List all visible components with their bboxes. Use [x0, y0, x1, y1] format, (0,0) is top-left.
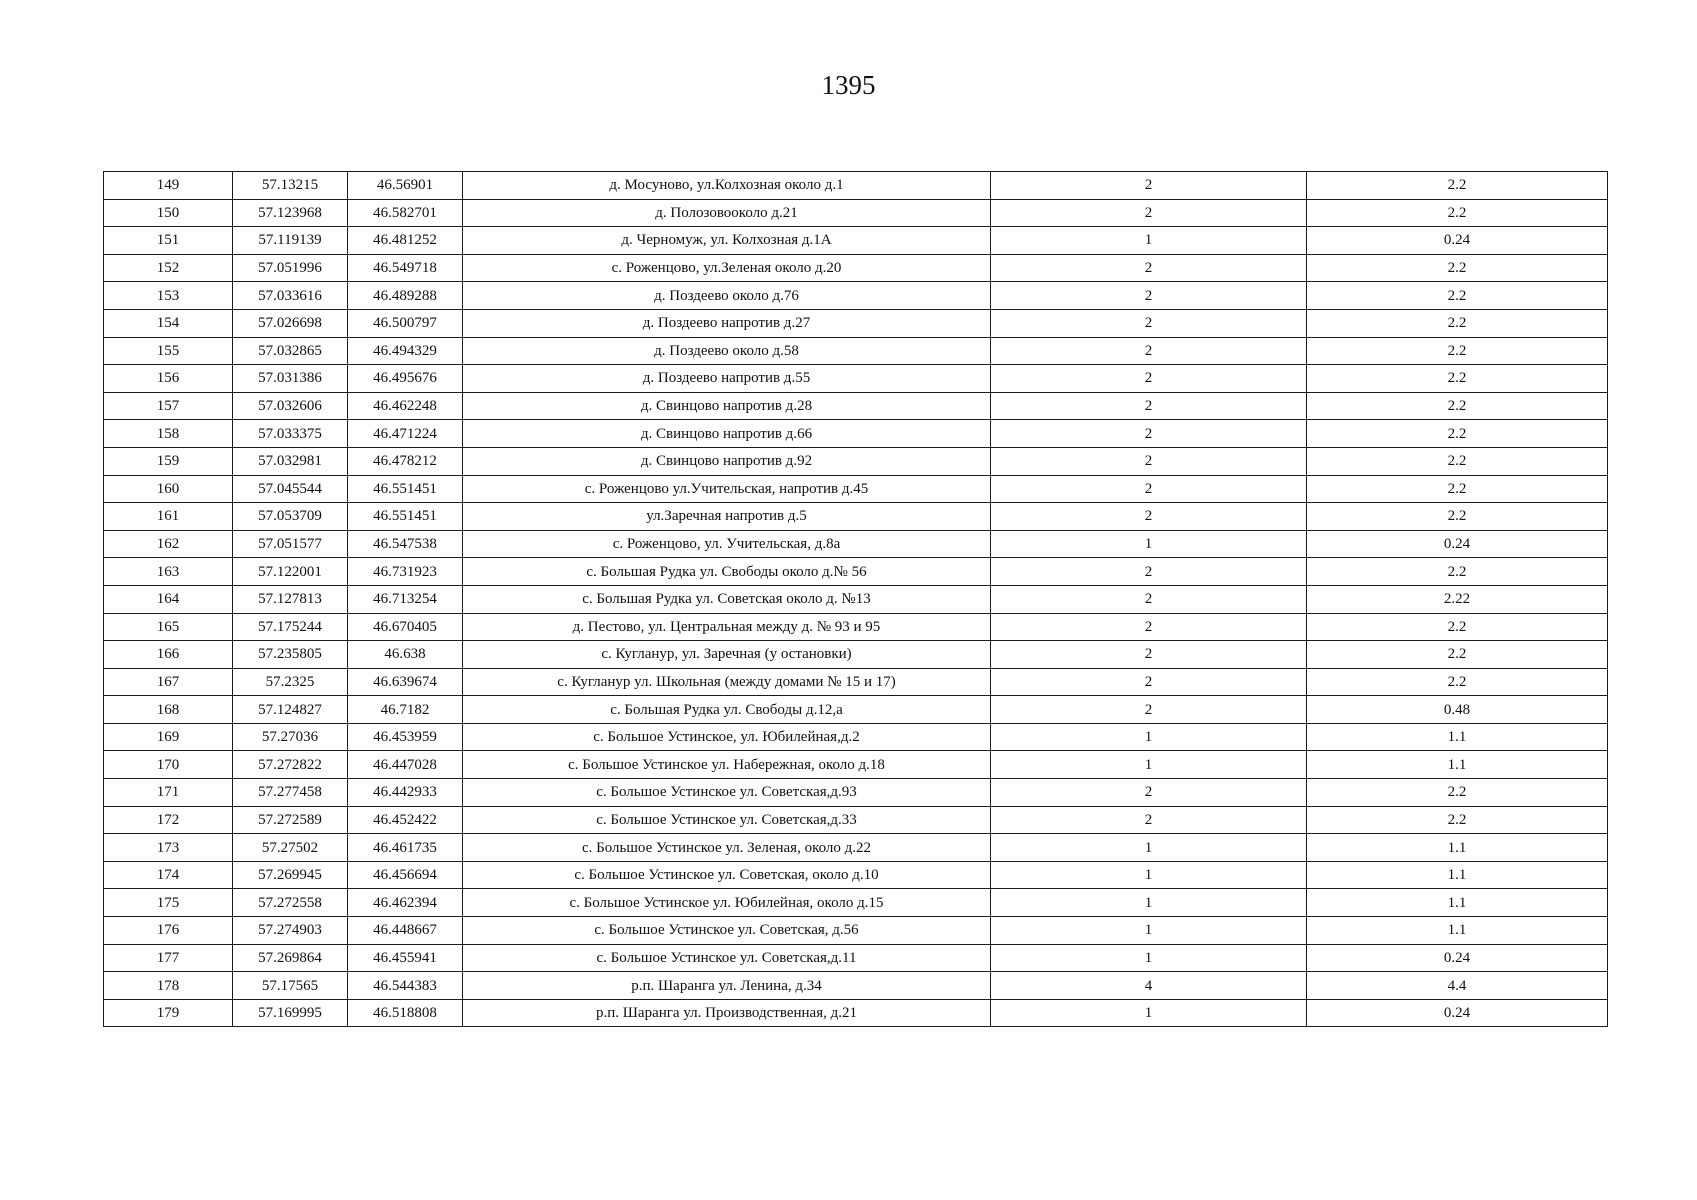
count-cell: 2 — [991, 806, 1307, 834]
row-number-cell: 160 — [104, 475, 233, 503]
longitude-cell: 46.452422 — [348, 806, 463, 834]
longitude-cell: 46.551451 — [348, 475, 463, 503]
count-cell: 2 — [991, 558, 1307, 586]
value-cell: 1.1 — [1307, 723, 1608, 751]
longitude-cell: 46.495676 — [348, 365, 463, 393]
row-number-cell: 171 — [104, 779, 233, 807]
row-number-cell: 172 — [104, 806, 233, 834]
address-cell: д. Свинцово напротив д.92 — [463, 447, 991, 475]
latitude-cell: 57.235805 — [233, 641, 348, 669]
table-row — [104, 282, 1608, 310]
row-number-cell: 158 — [104, 420, 233, 448]
address-cell: с. Большое Устинское ул. Юбилейная, около д.15 — [463, 889, 991, 917]
count-cell: 1 — [991, 227, 1307, 255]
count-cell: 1 — [991, 889, 1307, 917]
latitude-cell: 57.026698 — [233, 309, 348, 337]
row-number-cell: 166 — [104, 641, 233, 669]
table-row — [104, 917, 1608, 945]
longitude-cell: 46.639674 — [348, 668, 463, 696]
latitude-cell: 57.124827 — [233, 696, 348, 724]
row-number-cell: 163 — [104, 558, 233, 586]
row-number-cell: 179 — [104, 999, 233, 1027]
address-cell: с. Большая Рудка ул. Советская около д. №13 — [463, 585, 991, 613]
count-cell: 2 — [991, 282, 1307, 310]
address-cell: р.п. Шаранга ул. Ленина, д.34 — [463, 972, 991, 1000]
longitude-cell: 46.582701 — [348, 199, 463, 227]
address-cell: с. Кугланур, ул. Заречная (у остановки) — [463, 641, 991, 669]
latitude-cell: 57.033375 — [233, 420, 348, 448]
table-row — [104, 944, 1608, 972]
value-cell: 2.2 — [1307, 337, 1608, 365]
address-cell: с. Роженцово, ул. Учительская, д.8а — [463, 530, 991, 558]
value-cell: 2.2 — [1307, 779, 1608, 807]
address-cell: д. Пестово, ул. Центральная между д. № 93 и 95 — [463, 613, 991, 641]
table-row — [104, 503, 1608, 531]
latitude-cell: 57.272822 — [233, 751, 348, 779]
count-cell: 2 — [991, 503, 1307, 531]
table-row — [104, 420, 1608, 448]
count-cell: 2 — [991, 337, 1307, 365]
longitude-cell: 46.481252 — [348, 227, 463, 255]
longitude-cell: 46.494329 — [348, 337, 463, 365]
count-cell: 2 — [991, 199, 1307, 227]
table-row — [104, 227, 1608, 255]
data-table — [103, 171, 1608, 1027]
value-cell: 0.24 — [1307, 944, 1608, 972]
row-number-cell: 167 — [104, 668, 233, 696]
value-cell: 2.2 — [1307, 806, 1608, 834]
value-cell: 4.4 — [1307, 972, 1608, 1000]
table-row — [104, 530, 1608, 558]
table-row — [104, 668, 1608, 696]
row-number-cell: 178 — [104, 972, 233, 1000]
address-cell: с. Большое Устинское ул. Советская, около д.10 — [463, 861, 991, 889]
value-cell: 1.1 — [1307, 834, 1608, 862]
value-cell: 2.2 — [1307, 254, 1608, 282]
row-number-cell: 165 — [104, 613, 233, 641]
address-cell: с. Большое Устинское ул. Советская, д.56 — [463, 917, 991, 945]
longitude-cell: 46.549718 — [348, 254, 463, 282]
address-cell: с. Большая Рудка ул. Свободы д.12,а — [463, 696, 991, 724]
longitude-cell: 46.453959 — [348, 723, 463, 751]
count-cell: 1 — [991, 834, 1307, 862]
address-cell: д. Свинцово напротив д.28 — [463, 392, 991, 420]
longitude-cell: 46.462394 — [348, 889, 463, 917]
table-row — [104, 199, 1608, 227]
table-row — [104, 447, 1608, 475]
row-number-cell: 152 — [104, 254, 233, 282]
address-cell: д. Свинцово напротив д.66 — [463, 420, 991, 448]
value-cell: 2.2 — [1307, 309, 1608, 337]
longitude-cell: 46.670405 — [348, 613, 463, 641]
latitude-cell: 57.122001 — [233, 558, 348, 586]
row-number-cell: 169 — [104, 723, 233, 751]
latitude-cell: 57.277458 — [233, 779, 348, 807]
row-number-cell: 174 — [104, 861, 233, 889]
table-row — [104, 558, 1608, 586]
value-cell: 2.2 — [1307, 641, 1608, 669]
table-row — [104, 972, 1608, 1000]
longitude-cell: 46.448667 — [348, 917, 463, 945]
value-cell: 0.24 — [1307, 999, 1608, 1027]
address-cell: д. Мосуново, ул.Колхозная около д.1 — [463, 172, 991, 200]
value-cell: 0.48 — [1307, 696, 1608, 724]
count-cell: 2 — [991, 365, 1307, 393]
row-number-cell: 173 — [104, 834, 233, 862]
table-row — [104, 696, 1608, 724]
latitude-cell: 57.27036 — [233, 723, 348, 751]
longitude-cell: 46.7182 — [348, 696, 463, 724]
latitude-cell: 57.169995 — [233, 999, 348, 1027]
latitude-cell: 57.175244 — [233, 613, 348, 641]
address-cell: д. Поздеево напротив д.55 — [463, 365, 991, 393]
address-cell: с. Большое Устинское, ул. Юбилейная,д.2 — [463, 723, 991, 751]
row-number-cell: 153 — [104, 282, 233, 310]
count-cell: 2 — [991, 392, 1307, 420]
longitude-cell: 46.713254 — [348, 585, 463, 613]
table-row — [104, 751, 1608, 779]
value-cell: 2.2 — [1307, 392, 1608, 420]
longitude-cell: 46.442933 — [348, 779, 463, 807]
longitude-cell: 46.456694 — [348, 861, 463, 889]
value-cell: 1.1 — [1307, 917, 1608, 945]
longitude-cell: 46.478212 — [348, 447, 463, 475]
count-cell: 1 — [991, 999, 1307, 1027]
count-cell: 2 — [991, 172, 1307, 200]
page-number: 1395 — [821, 70, 876, 100]
row-number-cell: 161 — [104, 503, 233, 531]
latitude-cell: 57.27502 — [233, 834, 348, 862]
count-cell: 2 — [991, 585, 1307, 613]
address-cell: д. Поздеево напротив д.27 — [463, 309, 991, 337]
latitude-cell: 57.269864 — [233, 944, 348, 972]
count-cell: 1 — [991, 751, 1307, 779]
longitude-cell: 46.500797 — [348, 309, 463, 337]
row-number-cell: 154 — [104, 309, 233, 337]
latitude-cell: 57.032606 — [233, 392, 348, 420]
address-cell: д. Полозовооколо д.21 — [463, 199, 991, 227]
row-number-cell: 176 — [104, 917, 233, 945]
address-cell: д. Поздеево около д.58 — [463, 337, 991, 365]
value-cell: 2.2 — [1307, 613, 1608, 641]
table-row — [104, 779, 1608, 807]
value-cell: 1.1 — [1307, 861, 1608, 889]
value-cell: 2.2 — [1307, 558, 1608, 586]
row-number-cell: 170 — [104, 751, 233, 779]
longitude-cell: 46.489288 — [348, 282, 463, 310]
table-row — [104, 475, 1608, 503]
longitude-cell: 46.544383 — [348, 972, 463, 1000]
count-cell: 2 — [991, 696, 1307, 724]
table-row — [104, 889, 1608, 917]
value-cell: 2.2 — [1307, 172, 1608, 200]
latitude-cell: 57.272558 — [233, 889, 348, 917]
value-cell: 1.1 — [1307, 889, 1608, 917]
count-cell: 2 — [991, 475, 1307, 503]
row-number-cell: 155 — [104, 337, 233, 365]
longitude-cell: 46.638 — [348, 641, 463, 669]
row-number-cell: 177 — [104, 944, 233, 972]
count-cell: 2 — [991, 254, 1307, 282]
count-cell: 2 — [991, 447, 1307, 475]
longitude-cell: 46.462248 — [348, 392, 463, 420]
address-cell: с. Роженцово, ул.Зеленая около д.20 — [463, 254, 991, 282]
table-row — [104, 723, 1608, 751]
row-number-cell: 157 — [104, 392, 233, 420]
value-cell: 1.1 — [1307, 751, 1608, 779]
longitude-cell: 46.447028 — [348, 751, 463, 779]
table-row — [104, 585, 1608, 613]
value-cell: 2.2 — [1307, 668, 1608, 696]
value-cell: 2.2 — [1307, 503, 1608, 531]
latitude-cell: 57.031386 — [233, 365, 348, 393]
count-cell: 2 — [991, 613, 1307, 641]
latitude-cell: 57.127813 — [233, 585, 348, 613]
row-number-cell: 159 — [104, 447, 233, 475]
value-cell: 0.24 — [1307, 227, 1608, 255]
count-cell: 1 — [991, 917, 1307, 945]
latitude-cell: 57.119139 — [233, 227, 348, 255]
address-cell: с. Большое Устинское ул. Зеленая, около д.22 — [463, 834, 991, 862]
table-row — [104, 392, 1608, 420]
latitude-cell: 57.17565 — [233, 972, 348, 1000]
address-cell: с. Большая Рудка ул. Свободы около д.№ 56 — [463, 558, 991, 586]
address-cell: д. Поздеево около д.76 — [463, 282, 991, 310]
count-cell: 2 — [991, 309, 1307, 337]
value-cell: 2.2 — [1307, 447, 1608, 475]
longitude-cell: 46.551451 — [348, 503, 463, 531]
value-cell: 2.2 — [1307, 420, 1608, 448]
latitude-cell: 57.051577 — [233, 530, 348, 558]
count-cell: 2 — [991, 641, 1307, 669]
address-cell: с. Роженцово ул.Учительская, напротив д.45 — [463, 475, 991, 503]
latitude-cell: 57.032981 — [233, 447, 348, 475]
row-number-cell: 156 — [104, 365, 233, 393]
address-cell: р.п. Шаранга ул. Производственная, д.21 — [463, 999, 991, 1027]
count-cell: 1 — [991, 944, 1307, 972]
value-cell: 2.2 — [1307, 475, 1608, 503]
latitude-cell: 57.051996 — [233, 254, 348, 282]
count-cell: 1 — [991, 530, 1307, 558]
row-number-cell: 151 — [104, 227, 233, 255]
address-cell: с. Кугланур ул. Школьная (между домами № 15 и 17) — [463, 668, 991, 696]
table-body — [104, 172, 1608, 1027]
row-number-cell: 164 — [104, 585, 233, 613]
latitude-cell: 57.033616 — [233, 282, 348, 310]
address-cell: с. Большое Устинское ул. Советская,д.11 — [463, 944, 991, 972]
value-cell: 2.2 — [1307, 282, 1608, 310]
latitude-cell: 57.053709 — [233, 503, 348, 531]
table-row — [104, 309, 1608, 337]
latitude-cell: 57.269945 — [233, 861, 348, 889]
latitude-cell: 57.2325 — [233, 668, 348, 696]
value-cell: 2.22 — [1307, 585, 1608, 613]
address-cell: с. Большое Устинское ул. Советская,д.93 — [463, 779, 991, 807]
longitude-cell: 46.56901 — [348, 172, 463, 200]
latitude-cell: 57.123968 — [233, 199, 348, 227]
longitude-cell: 46.731923 — [348, 558, 463, 586]
row-number-cell: 162 — [104, 530, 233, 558]
table-row — [104, 999, 1608, 1027]
latitude-cell: 57.032865 — [233, 337, 348, 365]
row-number-cell: 149 — [104, 172, 233, 200]
value-cell: 2.2 — [1307, 199, 1608, 227]
longitude-cell: 46.547538 — [348, 530, 463, 558]
table-row — [104, 365, 1608, 393]
address-cell: с. Большое Устинское ул. Набережная, около д.18 — [463, 751, 991, 779]
count-cell: 4 — [991, 972, 1307, 1000]
address-cell: д. Черномуж, ул. Колхозная д.1А — [463, 227, 991, 255]
count-cell: 1 — [991, 861, 1307, 889]
count-cell: 2 — [991, 420, 1307, 448]
latitude-cell: 57.272589 — [233, 806, 348, 834]
longitude-cell: 46.518808 — [348, 999, 463, 1027]
table-row — [104, 172, 1608, 200]
row-number-cell: 150 — [104, 199, 233, 227]
table-row — [104, 254, 1608, 282]
longitude-cell: 46.455941 — [348, 944, 463, 972]
row-number-cell: 175 — [104, 889, 233, 917]
table-row — [104, 613, 1608, 641]
value-cell: 2.2 — [1307, 365, 1608, 393]
table-row — [104, 861, 1608, 889]
address-cell: ул.Заречная напротив д.5 — [463, 503, 991, 531]
count-cell: 1 — [991, 723, 1307, 751]
longitude-cell: 46.471224 — [348, 420, 463, 448]
count-cell: 2 — [991, 668, 1307, 696]
table-row — [104, 834, 1608, 862]
row-number-cell: 168 — [104, 696, 233, 724]
table-row — [104, 337, 1608, 365]
count-cell: 2 — [991, 779, 1307, 807]
value-cell: 0.24 — [1307, 530, 1608, 558]
latitude-cell: 57.045544 — [233, 475, 348, 503]
latitude-cell: 57.13215 — [233, 172, 348, 200]
latitude-cell: 57.274903 — [233, 917, 348, 945]
table-row — [104, 641, 1608, 669]
longitude-cell: 46.461735 — [348, 834, 463, 862]
address-cell: с. Большое Устинское ул. Советская,д.33 — [463, 806, 991, 834]
table-row — [104, 806, 1608, 834]
